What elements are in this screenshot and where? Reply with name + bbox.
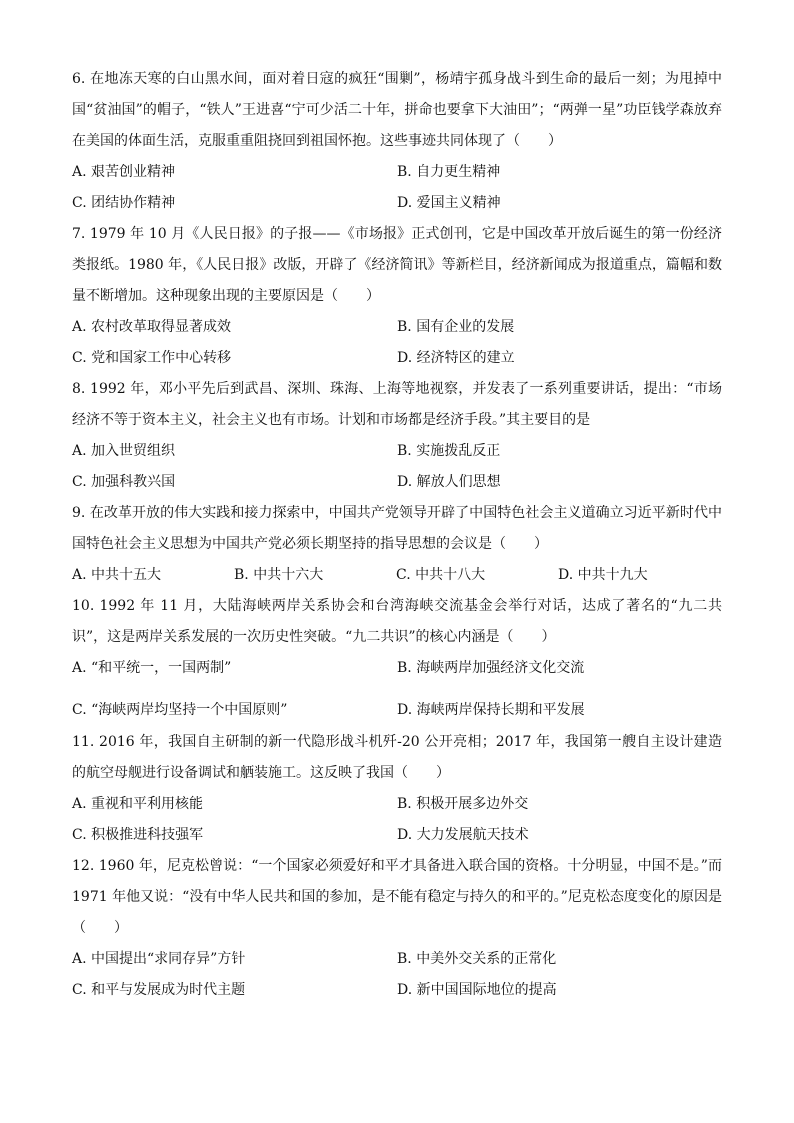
option-b: B. 中美外交关系的正常化: [397, 951, 557, 967]
question-stem: 9. 在改革开放的伟大实践和接力探索中，中国共产党领导开辟了中国特色社会主义道确立习近平新时代中国特色社会主义思想为中国共产党必须长期坚持的指导思想的会议是（ ）: [72, 505, 722, 552]
option-d: D. 新中国国际地位的提高: [397, 982, 557, 998]
option-row: [72, 789, 722, 820]
question-stem: 12. 1960 年，尼克松曾说：“一个国家必须爱好和平才具备进入联合国的资格。十分明显，中国不是。”而 1971 年他又说：“没有中华人民共和国的参加，是不能有稳定与持久的和平的。”尼克松态度变化的原因是（ ）: [72, 858, 722, 936]
option-a: A. 艰苦创业精神: [72, 164, 176, 180]
option-row: [72, 343, 722, 374]
question-9: [72, 498, 722, 591]
option-row: [72, 820, 722, 851]
question-stem: 11. 2016 年，我国自主研制的新一代隐形战斗机歼-20 公开亮相；2017 年，我国第一艘自主设计建造的航空母舰进行设备调试和舾装施工。这反映了我国（ ）: [72, 734, 722, 781]
question-12: [72, 851, 722, 1006]
option-a: A. 加入世贸组织: [72, 443, 176, 459]
option-row: [72, 653, 722, 684]
option-d: D. 大力发展航天技术: [397, 827, 529, 843]
option-c: C. 团结协作精神: [72, 195, 176, 211]
option-c: C. 积极推进科技强军: [72, 827, 204, 843]
question-stem: 10. 1992 年 11 月，大陆海峡两岸关系协会和台湾海峡交流基金会举行对话，达成了著名的“九二共识”，这是两岸关系发展的一次历史性突破。“九二共识”的核心内涵是（ ）: [72, 598, 722, 645]
option-d: D. 爱国主义精神: [397, 195, 501, 211]
option-b: B. 自力更生精神: [397, 164, 501, 180]
question-11: [72, 727, 722, 851]
option-a: A. “和平统一，一国两制”: [72, 660, 232, 676]
question-8: [72, 374, 722, 498]
option-row: [72, 560, 722, 591]
question-7: [72, 219, 722, 374]
option-row: [72, 467, 722, 498]
option-row: [72, 944, 722, 975]
question-10: [72, 591, 722, 726]
option-d: D. 中共十九大: [558, 567, 648, 583]
option-c: C. 加强科教兴国: [72, 474, 176, 490]
option-d: D. 解放人们思想: [397, 474, 501, 490]
option-c: C. 和平与发展成为时代主题: [72, 982, 246, 998]
option-row: [72, 975, 722, 1006]
option-b: B. 国有企业的发展: [397, 319, 515, 335]
option-row: [72, 436, 722, 467]
option-a: A. 中共十五大: [72, 567, 162, 583]
option-d: D. 经济特区的建立: [397, 350, 515, 366]
option-row: [72, 157, 722, 188]
option-c: C. “海峡两岸均坚持一个中国原则”: [72, 702, 288, 718]
option-b: B. 实施拨乱反正: [397, 443, 501, 459]
option-b: B. 积极开展多边外交: [397, 796, 529, 812]
question-stem: 7. 1979 年 10 月《人民日报》的子报——《市场报》正式创刊，它是中国改革开放后诞生的第一份经济类报纸。1980 年，《人民日报》改版，开辟了《经济简讯》等新栏目，经济新闻成为报道重点，篇幅和数量不断增加。这种现象出现的主要原因是（ ）: [72, 226, 722, 304]
option-b: B. 中共十六大: [234, 567, 324, 583]
option-b: B. 海峡两岸加强经济文化交流: [397, 660, 585, 676]
option-a: A. 农村改革取得显著成效: [72, 319, 232, 335]
option-a: A. 重视和平利用核能: [72, 796, 204, 812]
option-c: C. 党和国家工作中心转移: [72, 350, 232, 366]
option-row: [72, 188, 722, 219]
question-6: [72, 64, 722, 219]
question-stem: 6. 在地冻天寒的白山黑水间，面对着日寇的疯狂“围剿”，杨靖宇孤身战斗到生命的最后一刻；为甩掉中国“贫油国”的帽子，“铁人”王进喜“宁可少活二十年，拼命也要拿下大油田”；“两弹一星”功臣钱学森放弃在美国的体面生活，克服重重阻挠回到祖国怀抱。这些事迹共同体现了（ ）: [72, 71, 722, 149]
option-d: D. 海峡两岸保持长期和平发展: [397, 702, 585, 718]
question-stem: 8. 1992 年，邓小平先后到武昌、深圳、珠海、上海等地视察，并发表了一系列重要讲话，提出：“市场经济不等于资本主义，社会主义也有市场。计划和市场都是经济手段。”其主要目的是: [72, 381, 722, 428]
option-a: A. 中国提出“求同存异”方针: [72, 951, 246, 967]
option-c: C. 中共十八大: [396, 567, 486, 583]
option-row: [72, 695, 722, 726]
option-row: [72, 312, 722, 343]
